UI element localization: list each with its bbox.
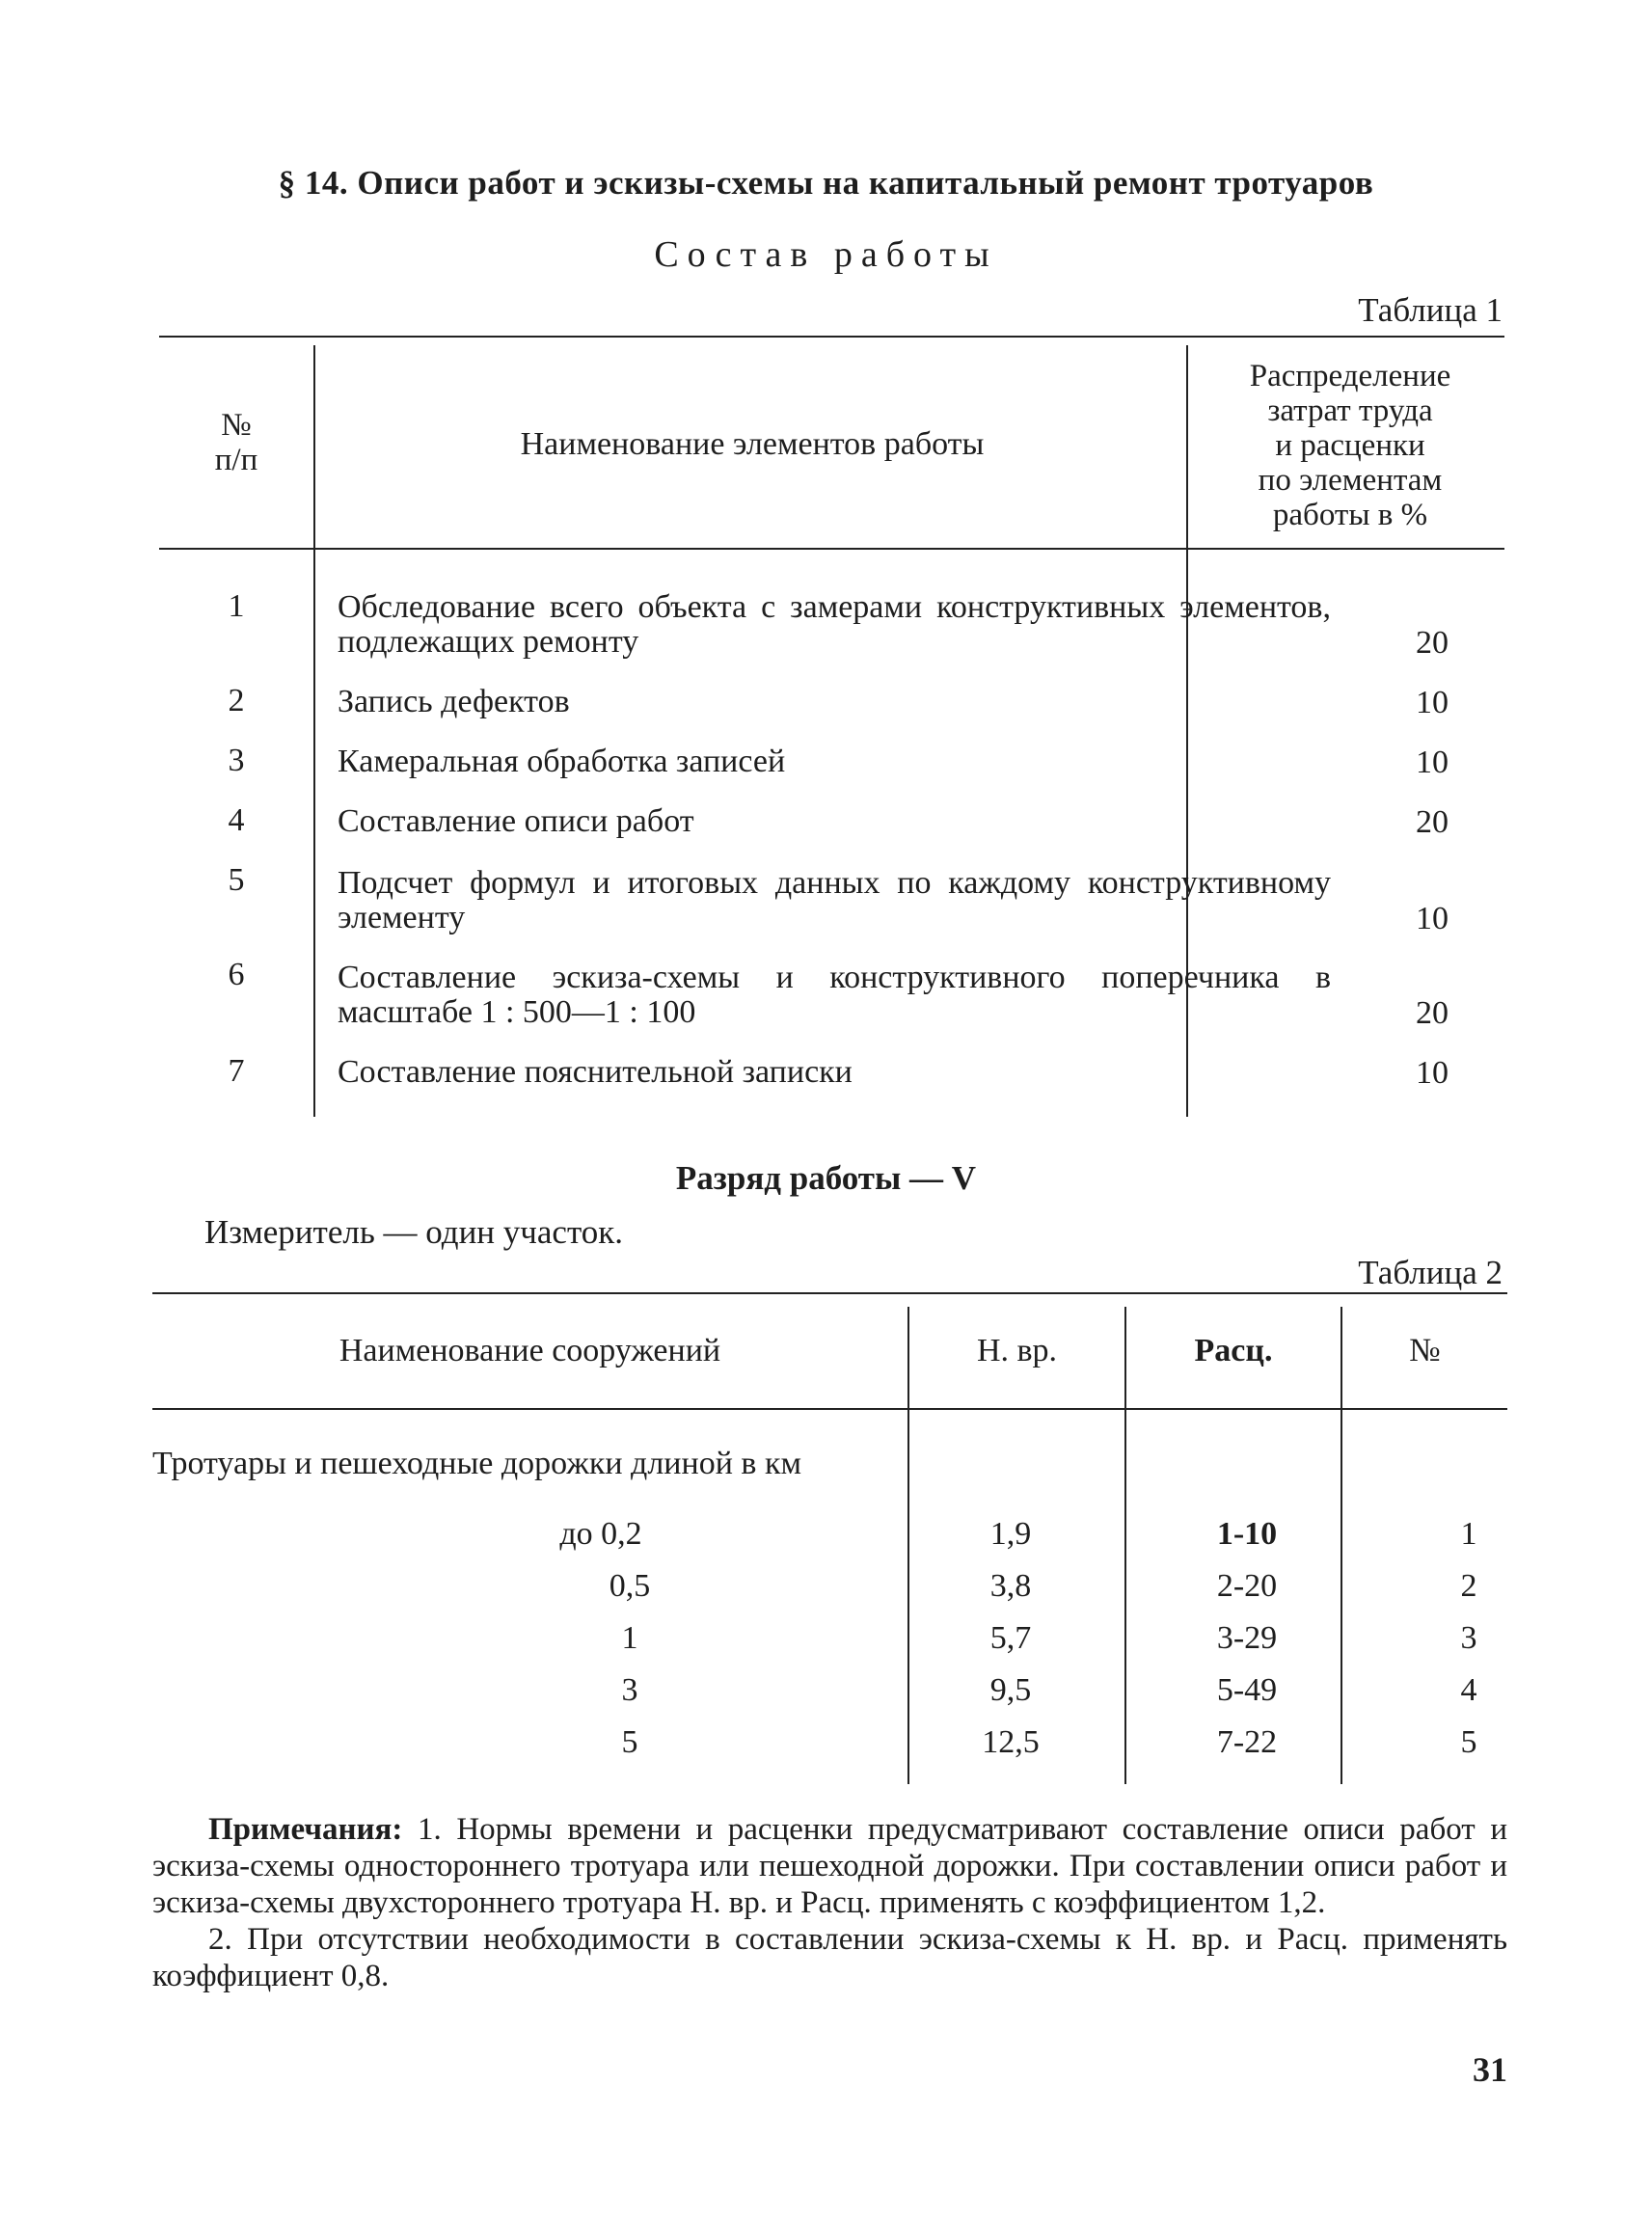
table1-row-5-text: Подсчет формул и итоговых данных по каждому конструктивному элементу [338, 865, 1331, 935]
table1-row-3-text: Камеральная обработка записей [338, 744, 786, 779]
measure-unit: Измеритель — один участок. [204, 1213, 624, 1251]
table1-row-3-pct: 10 [1416, 745, 1449, 780]
table2-header-norm: Н. вр. [976, 1333, 1058, 1368]
page-number: 31 [1473, 2050, 1507, 2089]
table1-header-name: Наименование элементов работы [520, 426, 985, 462]
table2-row-5-num: 5 [1460, 1724, 1477, 1760]
table2-header-num: № [1409, 1333, 1441, 1368]
table1-col-divider-1 [313, 345, 315, 1117]
table1-row-6-text: Составление эскиза-схемы и конструктивного поперечника в масштабе 1 : 500—1 : 100 [338, 960, 1331, 1030]
table2-top-rule [152, 1292, 1507, 1294]
table1-row-2-text: Запись дефектов [338, 684, 570, 719]
table2-header-rate: Расц. [1194, 1333, 1273, 1368]
table1-row-3-num: 3 [228, 743, 245, 778]
table2-row-3-norm: 5,7 [989, 1620, 1032, 1656]
table2 [152, 1292, 1507, 1794]
section-title: § 14. Описи работ и эскизы-схемы на капитальный ремонт тротуаров [278, 164, 1374, 202]
table2-row-1-length: до 0,2 [559, 1516, 642, 1552]
table2-col-divider-1 [907, 1307, 909, 1784]
table2-row-2-norm: 3,8 [989, 1568, 1032, 1604]
table2-row-5-norm: 12,5 [982, 1724, 1040, 1760]
table2-header-name: Наименование сооружений [339, 1333, 721, 1368]
note-1 [152, 1811, 1507, 1921]
table1-header-num: № п/п [214, 408, 258, 477]
table1-row-1-num: 1 [228, 588, 245, 624]
notes-label: Примечания: [208, 1812, 403, 1847]
table1-row-2-pct: 10 [1416, 685, 1449, 720]
notes [152, 1811, 1507, 1994]
table2-group-label: Тротуары и пешеходные дорожки длиной в км [152, 1446, 801, 1481]
table2-row-1-rate: 1-10 [1216, 1516, 1278, 1552]
table2-header-rule [152, 1408, 1507, 1410]
table1-row-7-num: 7 [228, 1053, 245, 1089]
table2-row-4-norm: 9,5 [989, 1672, 1032, 1708]
table2-row-3-length: 1 [621, 1620, 638, 1656]
table1-row-5-num: 5 [228, 862, 245, 898]
table2-row-1-norm: 1,9 [989, 1516, 1032, 1552]
table1-row-7-text: Составление пояснительной записки [338, 1054, 853, 1090]
table2-row-2-rate: 2-20 [1216, 1568, 1278, 1604]
table1-top-rule [159, 336, 1504, 338]
table1-row-4-text: Составление описи работ [338, 803, 694, 839]
table1-row-1-pct: 20 [1416, 625, 1449, 661]
table2-row-1-num: 1 [1460, 1516, 1477, 1552]
work-rank: Разряд работы — V [675, 1159, 977, 1197]
table2-row-4-rate: 5-49 [1216, 1672, 1278, 1708]
table1 [159, 336, 1504, 1131]
table2-row-2-num: 2 [1460, 1568, 1477, 1604]
table1-row-5-pct: 10 [1416, 901, 1449, 936]
table1-row-6-pct: 20 [1416, 995, 1449, 1031]
table1-label: Таблица 1 [1358, 291, 1503, 329]
table1-header-distribution: Распределение затрат труда и расценки по элементам работы в % [1249, 359, 1451, 532]
table2-label: Таблица 2 [1358, 1254, 1503, 1291]
subtitle: Состав работы [654, 234, 998, 275]
table1-row-7-pct: 10 [1416, 1055, 1449, 1091]
table1-row-2-num: 2 [228, 683, 245, 718]
table1-row-6-num: 6 [228, 957, 245, 992]
table2-row-4-length: 3 [621, 1672, 638, 1708]
table2-row-4-num: 4 [1460, 1672, 1477, 1708]
table1-row-4-num: 4 [228, 802, 245, 838]
table2-row-3-rate: 3-29 [1216, 1620, 1278, 1656]
table1-row-4-pct: 20 [1416, 804, 1449, 840]
note-1-text: 1. Нормы времени и расценки предусматривают составление описи работ и эскиза-схемы одностороннего тротуара или пешеходной дорожки. При составлении описи работ и эскиза-схемы двухстороннего тротуара Н. вр. и Расц. применять с коэффициентом 1,2. [152, 1812, 1507, 1920]
table2-row-2-length: 0,5 [609, 1568, 651, 1604]
note-2: 2. При отсутствии необходимости в составлении эскиза-схемы к Н. вр. и Расц. применять коэффициент 0,8. [152, 1922, 1507, 1993]
table2-row-5-length: 5 [621, 1724, 638, 1760]
table2-row-3-num: 3 [1460, 1620, 1477, 1656]
table1-header-rule [159, 548, 1504, 550]
table2-row-5-rate: 7-22 [1216, 1724, 1278, 1760]
table1-row-1-text: Обследование всего объекта с замерами конструктивных элементов, подлежащих ремонту [338, 589, 1331, 660]
